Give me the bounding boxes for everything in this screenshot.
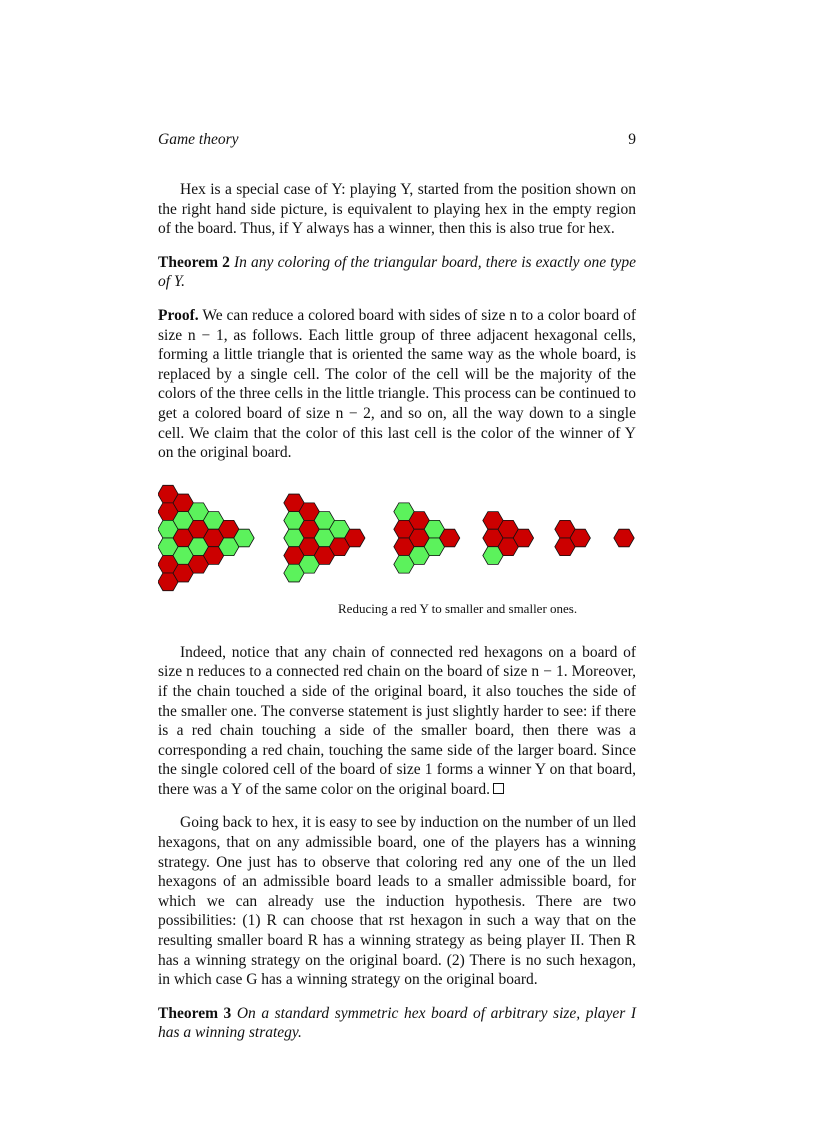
theorem-3-statement: On a standard symmetric hex board of arbitrary size, player I has a winning strategy.	[158, 1004, 637, 1042]
qed-box	[493, 783, 504, 794]
theorem-3-label: Theorem 3	[158, 1004, 232, 1022]
proof-text: We can reduce a colored board with sides of size n to a color board of size n − 1, as follows. Each little group of three adjacent hexagonal cells, forming a little triangle that is oriented the same way as the whole board, is replaced by a single cell. The color of the cell will be the majority of the colors of the three cells in the little triangle. This process can be continued to get a colored board of size n − 2, and so on, all the way down to a single cell. We claim that the color of this last cell is the color of the winner of Y on the original board.	[158, 306, 636, 462]
paragraph-going-back: Going back to hex, it is easy to see by induction on the number of un lled hexagons, that on any admissible board, one of the players has a winning strategy. One just has to observe that coloring red any one of the un lled hexagons of an admissible board leads to a smaller admissible board, for which we can already use the induction hypothesis. There are two possibilities: (1) R can choose that rst hexagon in such a way that on the resulting smaller board R has a winning strategy as being player II. Then R has a winning strategy on the original board. (2) There is no such hexagon, in which case G has a winning strategy on the original board.	[158, 814, 636, 989]
theorem-2-statement: In any coloring of the triangular board, there is exactly one type of Y.	[158, 253, 637, 291]
theorem-2-label: Theorem 2	[158, 253, 230, 271]
paragraph-indeed	[158, 643, 636, 800]
theorem-2	[158, 253, 636, 292]
proof	[158, 306, 636, 463]
hex-boards-diagram	[158, 477, 636, 599]
paragraph-intro: Hex is a special case of Y: playing Y, started from the position shown on the right hand side picture, is equivalent to playing hex in the empty region of the board. Thus, if Y always has a winner, then this is also true for hex.	[158, 181, 636, 238]
running-head-title: Game theory	[158, 131, 239, 148]
proof-label: Proof.	[158, 306, 199, 324]
hex-cell	[614, 529, 634, 547]
body-text	[158, 180, 636, 1057]
page-number: 9	[628, 131, 636, 148]
theorem-3	[158, 1004, 636, 1043]
figure-hex-reduction	[158, 477, 636, 627]
running-head	[158, 131, 636, 149]
figure-caption: Reducing a red Y to smaller and smaller ones.	[338, 600, 578, 616]
paragraph-indeed-text: Indeed, notice that any chain of connected red hexagons on a board of size n reduces to a connected red chain on the board of size n − 1. Moreover, if the chain touched a side of the original board, it also touches the side of the smaller one. The converse statement is just slightly harder to see: if there is a red chain touching a side of the smaller board, then there was a corresponding a red chain, touching the same side of the larger board. Since the single colored cell of the board of size 1 forms a winner Y on that board, there was a Y of the same color on the original board.	[158, 643, 636, 798]
